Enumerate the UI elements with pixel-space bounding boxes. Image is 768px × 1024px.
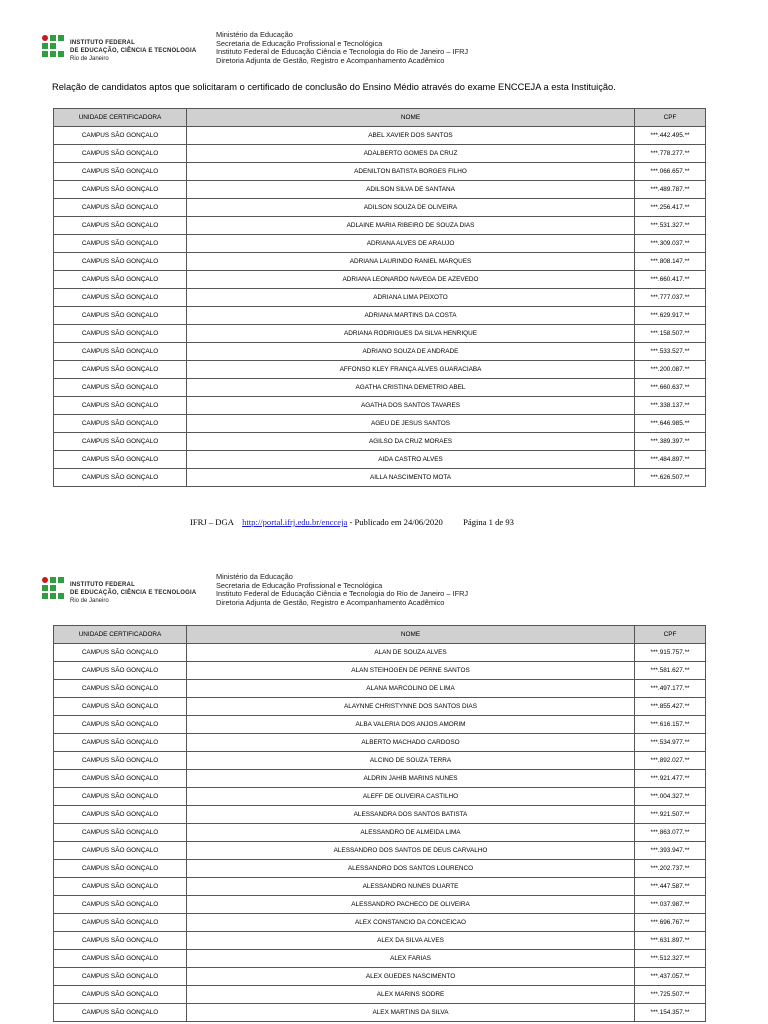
table-row [54, 415, 706, 433]
header-cpf: CPF [635, 626, 706, 644]
table-row [54, 469, 706, 487]
logo-line-2: DE EDUCAÇÃO, CIÊNCIA E TECNOLOGIA [70, 590, 197, 596]
ministry-line: Ministério da Educação [216, 30, 293, 39]
cell-cpf: ***.393.947.** [635, 842, 706, 860]
table-row [54, 914, 706, 932]
table-row [54, 145, 706, 163]
header-unidade: UNIDADE CERTIFICADORA [54, 109, 187, 127]
cell-nome: AGEU DE JESUS SANTOS [187, 415, 635, 433]
cell-unidade: CAMPUS SÃO GONÇALO [54, 896, 187, 914]
cell-unidade: CAMPUS SÃO GONÇALO [54, 181, 187, 199]
cell-nome: ALBERTO MACHADO CARDOSO [187, 734, 635, 752]
cell-nome: AFFONSO KLEY FRANÇA ALVES GUARACIABA [187, 361, 635, 379]
table-row [54, 181, 706, 199]
cell-cpf: ***.442.495.** [635, 127, 706, 145]
table-row [54, 986, 706, 1004]
table-row [54, 217, 706, 235]
table-row [54, 379, 706, 397]
cell-unidade: CAMPUS SÃO GONÇALO [54, 770, 187, 788]
ifrj-logo [42, 576, 212, 608]
cell-cpf: ***.778.277.** [635, 145, 706, 163]
cell-cpf: ***.921.477.** [635, 770, 706, 788]
cell-cpf: ***.004.327.** [635, 788, 706, 806]
cell-unidade: CAMPUS SÃO GONÇALO [54, 199, 187, 217]
cell-nome: ADRIANA LEONARDO NAVEGA DE AZEVEDO [187, 271, 635, 289]
cell-nome: ALESSANDRO DOS SANTOS DE DEUS CARVALHO [187, 842, 635, 860]
table-row [54, 1004, 706, 1022]
ministry-header [216, 31, 468, 66]
cell-cpf: ***.200.087.** [635, 361, 706, 379]
cell-unidade: CAMPUS SÃO GONÇALO [54, 914, 187, 932]
cell-unidade: CAMPUS SÃO GONÇALO [54, 235, 187, 253]
cell-nome: AGILSO DA CRUZ MORAES [187, 433, 635, 451]
cell-nome: AGATHA DOS SANTOS TAVARES [187, 397, 635, 415]
table-row [54, 806, 706, 824]
table-row [54, 662, 706, 680]
table-row [54, 752, 706, 770]
cell-cpf: ***.158.507.** [635, 325, 706, 343]
cell-unidade: CAMPUS SÃO GONÇALO [54, 127, 187, 145]
table-row [54, 397, 706, 415]
header-nome: NOME [187, 626, 635, 644]
table-row [54, 788, 706, 806]
cell-cpf: ***.863.077.** [635, 824, 706, 842]
cell-nome: ADILSON SILVA DE SANTANA [187, 181, 635, 199]
cell-nome: ALAN DE SOUZA ALVES [187, 644, 635, 662]
ifrj-logo-text [70, 39, 196, 63]
cell-cpf: ***.808.147.** [635, 253, 706, 271]
table-row [54, 343, 706, 361]
table-row [54, 644, 706, 662]
cell-cpf: ***.660.637.** [635, 379, 706, 397]
cell-nome: ALDRIN JAHIB MARINS NUNES [187, 770, 635, 788]
table-row [54, 878, 706, 896]
cell-cpf: ***.696.767.** [635, 914, 706, 932]
cell-unidade: CAMPUS SÃO GONÇALO [54, 415, 187, 433]
cell-cpf: ***.037.987.** [635, 896, 706, 914]
cell-nome: ALESSANDRA DOS SANTOS BATISTA [187, 806, 635, 824]
cell-cpf: ***.855.427.** [635, 698, 706, 716]
cell-nome: ADRIANO SOUZA DE ANDRADE [187, 343, 635, 361]
ifrj-logo-icon [42, 35, 66, 61]
cell-cpf: ***.629.917.** [635, 307, 706, 325]
cell-cpf: ***.777.037.** [635, 289, 706, 307]
encceja-link[interactable]: http://portal.ifrj.edu.br/encceja [242, 517, 348, 527]
cell-unidade: CAMPUS SÃO GONÇALO [54, 824, 187, 842]
cell-nome: ADRIANA ALVES DE ARAUJO [187, 235, 635, 253]
table-row [54, 968, 706, 986]
cell-cpf: ***.531.327.** [635, 217, 706, 235]
ifrj-logo-icon [42, 577, 66, 603]
table-row [54, 950, 706, 968]
cell-nome: ALESSANDRO NUNES DUARTE [187, 878, 635, 896]
table-row [54, 307, 706, 325]
page-header [0, 572, 768, 618]
table-row [54, 842, 706, 860]
ministry-line: Diretoria Adjunta de Gestão, Registro e Acompanhamento Acadêmico [216, 598, 445, 608]
table-row [54, 734, 706, 752]
cell-cpf: ***.725.507.** [635, 986, 706, 1004]
cell-nome: AIDA CASTRO ALVES [187, 451, 635, 469]
cell-nome: ABEL XAVIER DOS SANTOS [187, 127, 635, 145]
intro-text: Relação de candidatos aptos que solicitaram o certificado de conclusão do Ensino Médio através do exame ENCCEJA a esta Instituição. [52, 82, 616, 92]
table-row [54, 860, 706, 878]
ministry-line: Diretoria Adjunta de Gestão, Registro e Acompanhamento Acadêmico [216, 56, 445, 66]
page-header [0, 30, 768, 76]
table-header-row [54, 109, 706, 127]
cell-cpf: ***.437.057.** [635, 968, 706, 986]
table-row [54, 163, 706, 181]
table-row [54, 199, 706, 217]
cell-cpf: ***.497.177.** [635, 680, 706, 698]
cell-unidade: CAMPUS SÃO GONÇALO [54, 1004, 187, 1022]
cell-unidade: CAMPUS SÃO GONÇALO [54, 361, 187, 379]
cell-unidade: CAMPUS SÃO GONÇALO [54, 253, 187, 271]
table-row [54, 896, 706, 914]
table-row [54, 932, 706, 950]
cell-nome: AILLA NASCIMENTO MOTA [187, 469, 635, 487]
cell-nome: ADRIANA LIMA PEIXOTO [187, 289, 635, 307]
table-row [54, 271, 706, 289]
table-row [54, 824, 706, 842]
cell-unidade: CAMPUS SÃO GONÇALO [54, 433, 187, 451]
cell-cpf: ***.512.327.** [635, 950, 706, 968]
cell-nome: ADRIANA MARTINS DA COSTA [187, 307, 635, 325]
cell-unidade: CAMPUS SÃO GONÇALO [54, 343, 187, 361]
cell-nome: ALEX MARTINS DA SILVA [187, 1004, 635, 1022]
cell-unidade: CAMPUS SÃO GONÇALO [54, 932, 187, 950]
cell-cpf: ***.616.157.** [635, 716, 706, 734]
cell-cpf: ***.309.037.** [635, 235, 706, 253]
cell-nome: ALANA MARCOLINO DE LIMA [187, 680, 635, 698]
ifrj-logo [42, 34, 212, 66]
table-row [54, 451, 706, 469]
cell-nome: ADILSON SOUZA DE OLIVEIRA [187, 199, 635, 217]
cell-nome: ALEX CONSTANCIO DA CONCEICAO [187, 914, 635, 932]
cell-cpf: ***.626.507.** [635, 469, 706, 487]
cell-nome: ALESSANDRO PACHECO DE OLIVEIRA [187, 896, 635, 914]
cell-cpf: ***.631.897.** [635, 932, 706, 950]
header-cpf: CPF [635, 109, 706, 127]
cell-unidade: CAMPUS SÃO GONÇALO [54, 968, 187, 986]
cell-cpf: ***.389.397.** [635, 433, 706, 451]
cell-nome: ALBA VALERIA DOS ANJOS AMORIM [187, 716, 635, 734]
cell-unidade: CAMPUS SÃO GONÇALO [54, 680, 187, 698]
cell-unidade: CAMPUS SÃO GONÇALO [54, 289, 187, 307]
cell-nome: ALEFF DE OLIVEIRA CASTILHO [187, 788, 635, 806]
ministry-line: Instituto Federal de Educação Ciência e Tecnologia do Rio de Janeiro – IFRJ [216, 589, 469, 599]
cell-nome: ADLAINE MARIA RIBEIRO DE SOUZA DIAS [187, 217, 635, 235]
logo-line-2: DE EDUCAÇÃO, CIÊNCIA E TECNOLOGIA [70, 48, 197, 54]
cell-unidade: CAMPUS SÃO GONÇALO [54, 217, 187, 235]
table-row [54, 716, 706, 734]
ministry-line: Secretaria de Educação Profissional e Tecnológica [216, 580, 383, 590]
cell-cpf: ***.533.527.** [635, 343, 706, 361]
ministry-line: Instituto Federal de Educação Ciência e Tecnologia do Rio de Janeiro – IFRJ [216, 47, 469, 57]
cell-unidade: CAMPUS SÃO GONÇALO [54, 788, 187, 806]
table-row [54, 680, 706, 698]
cell-unidade: CAMPUS SÃO GONÇALO [54, 325, 187, 343]
cell-unidade: CAMPUS SÃO GONÇALO [54, 163, 187, 181]
cell-unidade: CAMPUS SÃO GONÇALO [54, 397, 187, 415]
table-row [54, 325, 706, 343]
table-row [54, 289, 706, 307]
cell-cpf: ***.066.657.** [635, 163, 706, 181]
candidates-table [53, 625, 706, 1022]
cell-cpf: ***.447.587.** [635, 878, 706, 896]
table-row [54, 235, 706, 253]
cell-unidade: CAMPUS SÃO GONÇALO [54, 307, 187, 325]
ministry-header [216, 573, 468, 608]
cell-unidade: CAMPUS SÃO GONÇALO [54, 644, 187, 662]
cell-unidade: CAMPUS SÃO GONÇALO [54, 806, 187, 824]
logo-line-3: Rio de Janeiro [70, 598, 109, 604]
cell-unidade: CAMPUS SÃO GONÇALO [54, 451, 187, 469]
table-row [54, 253, 706, 271]
cell-cpf: ***.581.627.** [635, 662, 706, 680]
cell-cpf: ***.892.027.** [635, 752, 706, 770]
table-row [54, 433, 706, 451]
cell-nome: AGATHA CRISTINA DEMETRIO ABEL [187, 379, 635, 397]
cell-nome: ALEX FARIAS [187, 950, 635, 968]
footer-published: - Publicado em 24/06/2020 [349, 517, 443, 527]
cell-unidade: CAMPUS SÃO GONÇALO [54, 145, 187, 163]
cell-unidade: CAMPUS SÃO GONÇALO [54, 986, 187, 1004]
footer-page-number: Página 1 de 93 [463, 517, 514, 527]
cell-cpf: ***.338.137.** [635, 397, 706, 415]
cell-cpf: ***.154.357.** [635, 1004, 706, 1022]
ministry-line: Ministério da Educação [216, 572, 293, 581]
cell-unidade: CAMPUS SÃO GONÇALO [54, 271, 187, 289]
logo-line-1: INSTITUTO FEDERAL [70, 582, 135, 588]
cell-unidade: CAMPUS SÃO GONÇALO [54, 716, 187, 734]
header-nome: NOME [187, 109, 635, 127]
table-row [54, 361, 706, 379]
cell-unidade: CAMPUS SÃO GONÇALO [54, 698, 187, 716]
cell-unidade: CAMPUS SÃO GONÇALO [54, 734, 187, 752]
cell-cpf: ***.921.507.** [635, 806, 706, 824]
cell-cpf: ***.484.897.** [635, 451, 706, 469]
cell-cpf: ***.660.417.** [635, 271, 706, 289]
table-row [54, 127, 706, 145]
cell-unidade: CAMPUS SÃO GONÇALO [54, 950, 187, 968]
cell-cpf: ***.256.417.** [635, 199, 706, 217]
ministry-line: Secretaria de Educação Profissional e Tecnológica [216, 38, 383, 48]
cell-nome: ALESSANDRO DE ALMEIDA LIMA [187, 824, 635, 842]
cell-unidade: CAMPUS SÃO GONÇALO [54, 842, 187, 860]
candidates-table [53, 108, 706, 487]
table-row [54, 698, 706, 716]
cell-nome: ALESSANDRO DOS SANTOS LOURENCO [187, 860, 635, 878]
cell-cpf: ***.202.737.** [635, 860, 706, 878]
footer-prefix: IFRJ – DGA [190, 517, 234, 527]
cell-nome: ALCINO DE SOUZA TERRA [187, 752, 635, 770]
cell-unidade: CAMPUS SÃO GONÇALO [54, 860, 187, 878]
cell-nome: ALEX GUEDES NASCIMENTO [187, 968, 635, 986]
cell-unidade: CAMPUS SÃO GONÇALO [54, 379, 187, 397]
cell-nome: ADRIANA RODRIGUES DA SILVA HENRIQUE [187, 325, 635, 343]
cell-unidade: CAMPUS SÃO GONÇALO [54, 662, 187, 680]
header-unidade: UNIDADE CERTIFICADORA [54, 626, 187, 644]
cell-unidade: CAMPUS SÃO GONÇALO [54, 878, 187, 896]
table-row [54, 770, 706, 788]
cell-nome: ALAYNNE CHRISTYNNE DOS SANTOS DIAS [187, 698, 635, 716]
cell-cpf: ***.534.977.** [635, 734, 706, 752]
ifrj-logo-text [70, 581, 196, 605]
table-header-row [54, 626, 706, 644]
cell-nome: ADALBERTO GOMES DA CRUZ [187, 145, 635, 163]
cell-unidade: CAMPUS SÃO GONÇALO [54, 469, 187, 487]
cell-nome: ALAN STEIHOGEN DE PERNE SANTOS [187, 662, 635, 680]
cell-cpf: ***.646.985.** [635, 415, 706, 433]
cell-unidade: CAMPUS SÃO GONÇALO [54, 752, 187, 770]
cell-nome: ADRIANA LAURINDO RANIEL MARQUES [187, 253, 635, 271]
cell-cpf: ***.915.757.** [635, 644, 706, 662]
cell-nome: ALEX MARINS SODRE [187, 986, 635, 1004]
page-footer [190, 517, 514, 527]
logo-line-1: INSTITUTO FEDERAL [70, 40, 135, 46]
cell-nome: ADENILTON BATISTA BORGES FILHO [187, 163, 635, 181]
cell-nome: ALEX DA SILVA ALVES [187, 932, 635, 950]
logo-line-3: Rio de Janeiro [70, 56, 109, 62]
cell-cpf: ***.489.787.** [635, 181, 706, 199]
